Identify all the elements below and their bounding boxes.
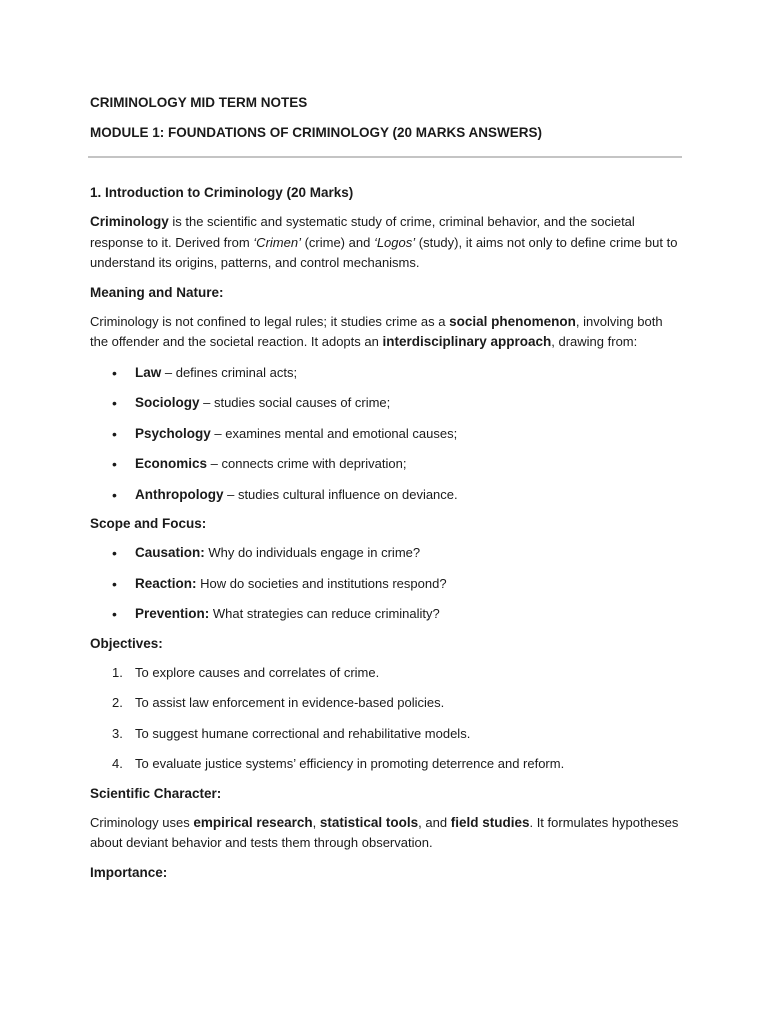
list-item-desc: – studies cultural influence on deviance. <box>223 486 458 502</box>
list-item-desc: What strategies can reduce criminality? <box>209 606 440 621</box>
intro-term: Criminology <box>90 214 169 229</box>
list-item <box>90 574 680 595</box>
list-number: 1. <box>112 664 123 680</box>
scope-heading: Scope and Focus: <box>90 516 207 531</box>
scientific-bold-3: field studies <box>450 814 530 830</box>
list-item <box>90 363 680 384</box>
list-item-term: Anthropology <box>135 486 224 502</box>
list-item-text: To evaluate justice systems’ efficiency in promoting deterrence and reform. <box>135 756 565 771</box>
list-item <box>90 393 680 414</box>
meaning-text-3: , drawing from: <box>551 334 638 349</box>
intro-text-2: (crime) and <box>300 234 374 250</box>
scope-list <box>90 543 680 625</box>
list-number: 3. <box>112 725 123 741</box>
list-item <box>90 604 680 625</box>
meaning-paragraph <box>90 312 680 353</box>
list-item-text: To assist law enforcement in evidence-based policies. <box>135 695 445 710</box>
list-item-term: Law <box>135 364 162 380</box>
meaning-heading: Meaning and Nature: <box>90 284 224 300</box>
list-item-desc: – defines criminal acts; <box>161 364 298 380</box>
list-item <box>90 724 680 745</box>
list-item <box>90 454 680 475</box>
list-item-term: Reaction: <box>135 575 197 591</box>
list-item-desc: – examines mental and emotional causes; <box>210 425 458 441</box>
document-title: CRIMINOLOGY MID TERM NOTES <box>90 95 308 110</box>
list-item <box>90 424 680 445</box>
document-body <box>90 94 680 892</box>
list-item-term: Causation: <box>135 545 205 560</box>
list-item-term: Psychology <box>135 425 211 441</box>
intro-logos: ‘Logos’ <box>373 234 416 250</box>
scientific-text-4: . It formulates hypotheses about deviant behavior and tests them through observation. <box>90 814 679 850</box>
list-item <box>90 663 680 684</box>
horizontal-rule <box>88 156 682 158</box>
scientific-heading: Scientific Character: <box>90 785 222 801</box>
scientific-text-2: , <box>312 814 320 830</box>
scientific-bold-2: statistical tools <box>319 814 419 830</box>
scientific-bold-1: empirical research <box>193 814 313 830</box>
list-item-desc: – connects crime with deprivation; <box>207 456 407 471</box>
list-item-desc: Why do individuals engage in crime? <box>204 545 421 560</box>
scientific-text-1: Criminology uses <box>90 814 194 830</box>
disciplines-list <box>90 363 680 506</box>
list-number: 2. <box>112 695 123 710</box>
list-number: 4. <box>112 756 123 771</box>
objectives-list <box>90 663 680 775</box>
intro-text-1: is the scientific and systematic study of crime, criminal behavior, and the societal response to it. Derived from <box>90 214 635 250</box>
meaning-text-1: Criminology is not confined to legal rules; it studies crime as a <box>90 313 450 329</box>
intro-text-3: (study), it aims not only to define crime but to understand its origins, patterns, and control mechanisms. <box>90 234 678 270</box>
module-title: MODULE 1: FOUNDATIONS OF CRIMINOLOGY (20 MARKS ANSWERS) <box>90 125 543 140</box>
list-item-text: To suggest humane correctional and rehabilitative models. <box>135 725 471 741</box>
objectives-heading: Objectives: <box>90 635 163 651</box>
list-item-term: Prevention: <box>135 606 210 621</box>
intro-crimen: ‘Crimen’ <box>253 234 301 250</box>
list-item-term: Economics <box>135 456 208 471</box>
meaning-text-2: , involving both the offender and the societal reaction. It adopts an <box>90 313 663 349</box>
list-item <box>90 693 680 714</box>
list-item-term: Sociology <box>135 395 200 410</box>
scientific-paragraph <box>90 813 680 854</box>
importance-heading: Importance: <box>90 864 168 880</box>
intro-paragraph <box>90 212 680 274</box>
list-item <box>90 485 680 506</box>
list-item <box>90 754 680 775</box>
meaning-bold-1: social phenomenon <box>449 313 576 329</box>
meaning-bold-2: interdisciplinary approach <box>382 334 552 349</box>
list-item-desc: – studies social causes of crime; <box>199 395 391 410</box>
scientific-text-3: , and <box>418 814 451 830</box>
list-item-desc: How do societies and institutions respond? <box>196 575 447 591</box>
list-item <box>90 543 680 564</box>
section-heading: 1. Introduction to Criminology (20 Marks) <box>90 185 354 200</box>
list-item-text: To explore causes and correlates of crime. <box>135 664 380 680</box>
